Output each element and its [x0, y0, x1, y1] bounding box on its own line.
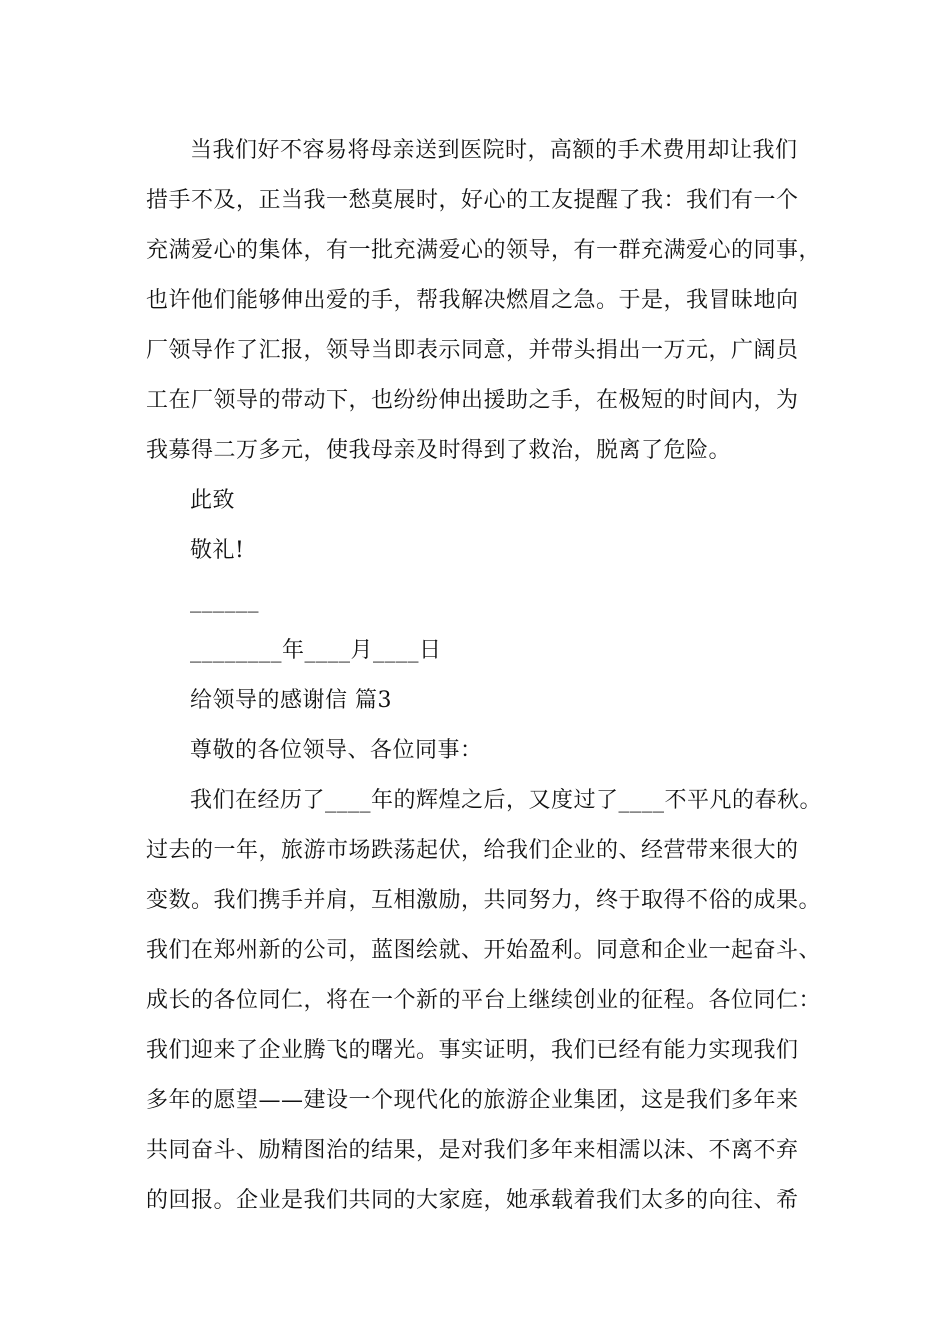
salutation-line-1: 此致: [190, 488, 236, 513]
text-line: 当我们好不容易将母亲送到医院时，高额的手术费用却让我们: [190, 138, 798, 163]
text-line: 也许他们能够伸出爱的手，帮我解决燃眉之急。于是，我冒昧地向: [146, 288, 799, 313]
text-line: 变数。我们携手并肩，互相激励，共同努力，终于取得不俗的成果。: [146, 888, 822, 913]
text-line: 我们在郑州新的公司，蓝图绘就、开始盈利。同意和企业一起奋斗、: [146, 938, 822, 963]
text-line: 多年的愿望——建设一个现代化的旅游企业集团，这是我们多年来: [146, 1088, 799, 1113]
text-line: 我募得二万多元，使我母亲及时得到了救治，脱离了危险。: [146, 438, 732, 463]
section-title: 给领导的感谢信 篇3: [190, 688, 392, 713]
text-line: 措手不及，正当我一愁莫展时，好心的工友提醒了我：我们有一个: [146, 188, 799, 213]
salutation-line-2: 敬礼!: [190, 538, 245, 563]
date-blank: ________年____月____日: [190, 638, 442, 663]
text-line: 充满爱心的集体，有一批充满爱心的领导，有一群充满爱心的同事，: [146, 238, 822, 263]
letter-greeting: 尊敬的各位领导、各位同事：: [190, 738, 483, 763]
text-line: 成长的各位同仁，将在一个新的平台上继续创业的征程。各位同仁：: [146, 988, 822, 1013]
text-line: 工在厂领导的带动下，也纷纷伸出援助之手，在极短的时间内，为: [146, 388, 799, 413]
text-line: 我们在经历了____年的辉煌之后，又度过了____不平凡的春秋。: [190, 788, 823, 813]
text-line: 过去的一年，旅游市场跌荡起伏，给我们企业的、经营带来很大的: [146, 838, 799, 863]
text-line: 共同奋斗、励精图治的结果，是对我们多年来相濡以沫、不离不弃: [146, 1138, 799, 1163]
text-line: 我们迎来了企业腾飞的曙光。事实证明，我们已经有能力实现我们: [146, 1038, 799, 1063]
text-line: 厂领导作了汇报，领导当即表示同意，并带头捐出一万元，广阔员: [146, 338, 799, 363]
text-line: 的回报。企业是我们共同的大家庭，她承载着我们太多的向往、希: [146, 1188, 799, 1213]
signature-blank: ______: [190, 588, 259, 613]
